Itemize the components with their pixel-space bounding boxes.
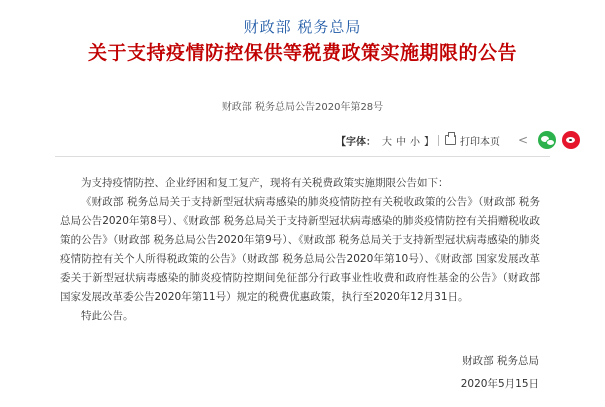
font-size-label-end: 】 [424, 136, 434, 148]
document-number: 财政部 税务总局公告2020年第28号 [221, 102, 384, 113]
divider [55, 156, 550, 157]
toolbar-separator [438, 135, 439, 146]
intro-paragraph: 为支持疫情防控、企业纾困和复工复产，现将有关税费政策实施期限公告如下： [81, 177, 449, 189]
font-size-label: 【字体： [336, 136, 376, 148]
weibo-icon[interactable] [562, 131, 580, 149]
main-paragraph: 《财政部 税务总局关于支持新型冠状病毒感染的肺炎疫情防控有关税收政策的公告》（财政部 税务总局公告2020年第8号）、《财政部 税务总局关于支持新型冠状病毒感染的肺炎疫情防控有关捐赠税收政策的公告》（财政部 税务总局公告2020年第9号）、《财政部 税务总局关于支持新型冠状病毒感染的肺炎疫情防控有关个人所得税政策的公告》（财政部 税务总局公告2020年第10号）、《财政部 国家发展改革委关于新型冠状病毒感染的肺炎疫情防控期间免征部分行政事业性收费和政府性基金的公告》（财政部 国家发展改革委公告2020年第11号）规定的税费优惠政策，执行至2020年12月31日。 [60, 196, 540, 303]
font-size-medium-button[interactable]: 中 [396, 136, 406, 148]
closing-paragraph: 特此公告。 [81, 310, 134, 322]
article-toolbar [336, 128, 580, 152]
share-icon[interactable]: < [518, 133, 529, 147]
page-title: 关于支持疫情防控保供等税费政策实施期限的公告 [87, 42, 517, 64]
issuer: 财政部 税务总局 [243, 18, 362, 36]
font-size-small-button[interactable]: 小 [410, 136, 420, 148]
print-icon[interactable] [445, 135, 456, 145]
font-size-large-button[interactable]: 大 [382, 136, 392, 148]
signature-org: 财政部 税务总局 [462, 355, 539, 367]
article-body [60, 174, 540, 326]
print-button[interactable]: 打印本页 [460, 136, 500, 148]
wechat-icon[interactable] [538, 131, 556, 149]
signature-date: 2020年5月15日 [460, 378, 539, 390]
